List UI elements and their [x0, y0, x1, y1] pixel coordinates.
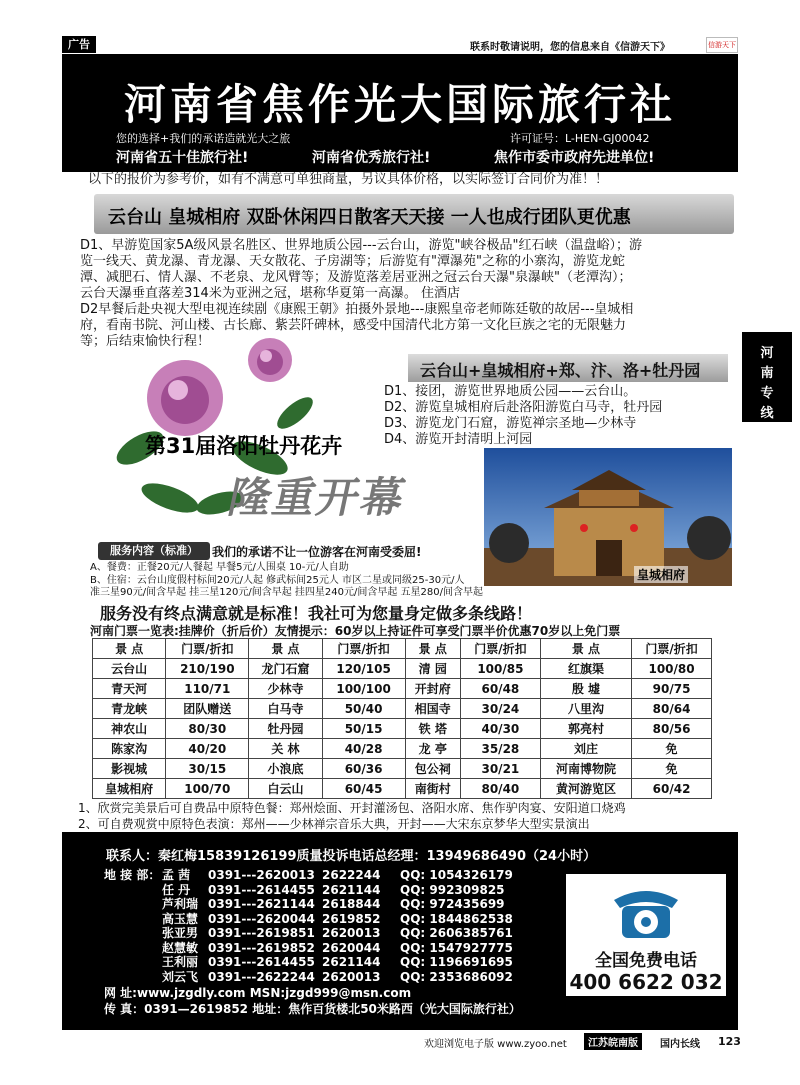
- page-title: 河南省焦作光大国际旅行社: [123, 80, 676, 129]
- table-cell: 神农山: [93, 719, 166, 739]
- table-header: 景 点: [405, 639, 460, 659]
- contact-tel2: 2620013: [322, 926, 381, 940]
- table-cell: 100/70: [166, 779, 249, 799]
- table-cell: 40/30: [460, 719, 540, 739]
- free-call-number: 400 6622 032: [569, 970, 723, 994]
- table-cell: 南街村: [405, 779, 460, 799]
- honor-1: 河南省五十佳旅行社!: [116, 150, 249, 166]
- itinerary2-line: D1、接团，游览世界地质公园——云台山。: [384, 384, 637, 399]
- table-cell: 50/15: [322, 719, 405, 739]
- contact-tel: 0391---2620044: [208, 912, 315, 926]
- slogan: 您的选择+我们的承诺造就光大之旅: [116, 132, 291, 145]
- dept-label: 地 接 部：: [104, 868, 161, 882]
- license-number: 许可证号：L-HEN-GJ00042: [510, 132, 650, 145]
- table-cell: 殷 墟: [540, 679, 631, 699]
- table-cell: 河南博物院: [540, 759, 631, 779]
- contact-tel2: 2621144: [322, 883, 381, 897]
- contact-name: 芦利瑞: [162, 897, 199, 911]
- fax-address-line: 传 真：0391—2619852 地址：焦作百货楼北50米路西（光大国际旅行社）: [104, 1002, 521, 1016]
- table-cell: 100/85: [460, 659, 540, 679]
- table-cell: 120/105: [322, 659, 405, 679]
- contact-qq: QQ: 2606385761: [400, 926, 513, 940]
- contact-person-line: 联系人：秦红梅15839126199质量投诉电话总经理：13949686490（24小时）: [106, 849, 597, 864]
- section-label: 国内长线: [660, 1039, 700, 1050]
- table-header: 门票/折扣: [632, 639, 712, 659]
- table-header: 门票/折扣: [460, 639, 540, 659]
- browse-link[interactable]: 欢迎浏览电子版 www.zyoo.net: [424, 1039, 567, 1050]
- source-note: 联系时敬请说明，您的信息来自《信游天下》: [470, 42, 670, 53]
- table-cell: 90/75: [632, 679, 712, 699]
- service-slogan: 服务没有终点满意就是标准！我社可为您量身定做多条线路！: [100, 604, 533, 623]
- itinerary-line: D2早餐后赴央视大型电视连续剧《康熙王朝》拍摄外景地---康熙皇帝老师陈廷敬的故居---皇城相: [80, 302, 634, 317]
- contact-qq: QQ: 972435699: [400, 897, 505, 911]
- contact-qq: QQ: 1196691695: [400, 955, 513, 969]
- itinerary-line: 潭、减肥石、情人瀑、不老泉、龙风臂等；及游览落差居亚洲之冠云台天瀑"泉瀑峡"（老潭沟）；: [80, 270, 632, 285]
- itinerary-line: 云台天瀑垂直落差314米为亚洲之冠，堪称华夏第一高瀑。 住酒店: [80, 286, 460, 301]
- table-cell: 少林寺: [249, 679, 322, 699]
- service-label: 服务内容（标准）: [98, 542, 210, 560]
- contact-tel: 0391---2614455: [208, 883, 315, 897]
- table-cell: 210/190: [166, 659, 249, 679]
- table-cell: 龙门石窟: [249, 659, 322, 679]
- table-row: [93, 759, 712, 779]
- table-header: 门票/折扣: [166, 639, 249, 659]
- table-cell: 30/15: [166, 759, 249, 779]
- price-notice: 以下的报价为参考价，如有不满意可单独商量，另议具体价格，以实际签订合同价为准！！: [88, 172, 609, 187]
- page-number: 123: [718, 1035, 741, 1048]
- table-cell: 小浪底: [249, 759, 322, 779]
- side-char: 南: [760, 366, 774, 381]
- table-cell: 80/56: [632, 719, 712, 739]
- side-tab-henan: [742, 332, 792, 422]
- table-cell: 100/100: [322, 679, 405, 699]
- contact-name: 高玉慧: [162, 912, 199, 926]
- contact-qq: QQ: 2353686092: [400, 970, 513, 984]
- table-cell: 龙 亭: [405, 739, 460, 759]
- contact-name: 王利丽: [162, 955, 199, 969]
- grand-opening-text: 隆重开幕: [224, 473, 411, 522]
- service-line: B、住宿：云台山度假村标间20元/人起 修武标间25元人 市区二星或同级25-30元/人: [90, 575, 465, 586]
- contact-tel2: 2622244: [322, 868, 381, 882]
- service-promise: 我们的承诺不让一位游客在河南受委屈!: [212, 545, 422, 559]
- table-cell: 相国寺: [405, 699, 460, 719]
- contact-tel2: 2618844: [322, 897, 381, 911]
- table-header: 景 点: [93, 639, 166, 659]
- table-header-row: [93, 639, 712, 659]
- photo-huangcheng: [484, 448, 732, 586]
- honor-2: 河南省优秀旅行社!: [312, 150, 431, 166]
- table-cell: 影视城: [93, 759, 166, 779]
- table-cell: 牡丹园: [249, 719, 322, 739]
- website-line: 网 址:www.jzgdly.com MSN:jzgd999@msn.com: [104, 986, 412, 1000]
- table-cell: 30/24: [460, 699, 540, 719]
- service-line: 准三星90元/间含早起 挂三星120元/间含早起 挂四星240元/间含早起 五星280/间含早起: [90, 587, 483, 598]
- table-cell: 免: [632, 759, 712, 779]
- contact-tel: 0391---2619852: [208, 941, 315, 955]
- contact-name: 赵慧敏: [162, 941, 199, 955]
- table-cell: 青龙峡: [93, 699, 166, 719]
- route-banner-1-text: 云台山 皇城相府 双卧休闲四日散客天天接 一人也成行团队更优惠: [108, 207, 631, 228]
- table-row: [93, 659, 712, 679]
- contact-tel: 0391---2614455: [208, 955, 315, 969]
- ticket-table-title: 河南门票一览表:挂牌价（折后价）友情提示：60岁以上持证件可享受门票半价优惠70岁以上免门票: [90, 624, 621, 638]
- free-call-label: 全国免费电话: [595, 951, 697, 971]
- table-cell: 开封府: [405, 679, 460, 699]
- table-cell: 八里沟: [540, 699, 631, 719]
- table-cell: 40/20: [166, 739, 249, 759]
- ad-tag: 广告: [62, 36, 96, 53]
- table-cell: 60/36: [322, 759, 405, 779]
- table-cell: 白云山: [249, 779, 322, 799]
- table-header: 景 点: [249, 639, 322, 659]
- table-cell: 黄河游览区: [540, 779, 631, 799]
- side-char: 专: [760, 386, 774, 401]
- contact-tel2: 2620013: [322, 970, 381, 984]
- side-char: 线: [760, 406, 774, 421]
- table-cell: 包公祠: [405, 759, 460, 779]
- contact-tel2: 2621144: [322, 955, 381, 969]
- table-cell: 云台山: [93, 659, 166, 679]
- itinerary2-line: D2、游览皇城相府后赴洛阳游览白马寺，牡丹园: [384, 400, 663, 415]
- honor-3: 焦作市委市政府先进单位!: [494, 150, 655, 166]
- contact-tel2: 2620044: [322, 941, 381, 955]
- contact-name: 任 丹: [162, 883, 191, 897]
- contact-tel: 0391---2620013: [208, 868, 315, 882]
- table-header: 景 点: [540, 639, 631, 659]
- itinerary2-line: D4、游览开封清明上河园: [384, 432, 533, 447]
- table-cell: 刘庄: [540, 739, 631, 759]
- table-cell: 35/28: [460, 739, 540, 759]
- table-cell: 红旗渠: [540, 659, 631, 679]
- table-row: [93, 679, 712, 699]
- building-photo: [484, 448, 732, 586]
- publisher-logo: 信游天下: [706, 37, 738, 53]
- table-row: [93, 719, 712, 739]
- free-call-box: [566, 874, 726, 996]
- festival-title: 第31届洛阳牡丹花卉: [145, 434, 343, 458]
- table-cell: 团队赠送: [166, 699, 249, 719]
- table-cell: 清 园: [405, 659, 460, 679]
- table-cell: 80/64: [632, 699, 712, 719]
- contact-qq: QQ: 992309825: [400, 883, 505, 897]
- table-row: [93, 739, 712, 759]
- table-cell: 郭亮村: [540, 719, 631, 739]
- table-cell: 皇城相府: [93, 779, 166, 799]
- table-header: 门票/折扣: [322, 639, 405, 659]
- itinerary-line: 览一线天、黄龙瀑、青龙瀑、天女散花、子房湖等；后游览有"潭瀑苑"之称的小寨沟，游览龙蛇: [80, 254, 625, 269]
- table-cell: 30/21: [460, 759, 540, 779]
- side-char: 河: [760, 346, 774, 361]
- table-cell: 80/40: [460, 779, 540, 799]
- table-cell: 80/30: [166, 719, 249, 739]
- contact-tel: 0391---2621144: [208, 897, 315, 911]
- ticket-table: [92, 638, 712, 799]
- table-cell: 110/71: [166, 679, 249, 699]
- contact-qq: QQ: 1054326179: [400, 868, 513, 882]
- table-row: [93, 779, 712, 799]
- contact-name: 张亚男: [162, 926, 199, 940]
- contact-qq: QQ: 1547927775: [400, 941, 513, 955]
- table-cell: 陈家沟: [93, 739, 166, 759]
- table-cell: 白马寺: [249, 699, 322, 719]
- table-cell: 100/80: [632, 659, 712, 679]
- table-cell: 40/28: [322, 739, 405, 759]
- telephone-icon: [606, 878, 686, 942]
- table-cell: 50/40: [322, 699, 405, 719]
- photo-caption: 皇城相府: [634, 566, 688, 583]
- itinerary-line: D1、早游览国家5A级风景名胜区、世界地质公园---云台山，游览"峡谷极品"红石峡（温盘峪）；游: [80, 238, 642, 253]
- table-cell: 铁 塔: [405, 719, 460, 739]
- note-line: 1、欣赏完美景后可自费品中原特色餐：郑州烩面、开封灌汤包、洛阳水席、焦作驴肉宴、安阳道口烧鸡: [78, 801, 626, 815]
- itinerary-line: 府，看南书院、河山楼、古长廊、紫芸阡碑林，感受中国清代北方第一文化巨族之宅的无限魅力: [80, 318, 627, 333]
- contact-tel: 0391---2622244: [208, 970, 315, 984]
- service-line: A、餐费：正餐20元/人餐起 早餐5元/人围桌 10-元/人自助: [90, 562, 349, 573]
- edition-badge: 江苏皖南版: [584, 1033, 642, 1050]
- contact-name: 刘云飞: [162, 970, 199, 984]
- table-cell: 青天河: [93, 679, 166, 699]
- table-cell: 关 林: [249, 739, 322, 759]
- contact-name: 孟 茜: [162, 868, 191, 882]
- contact-tel: 0391---2619851: [208, 926, 315, 940]
- itinerary2-line: D3、游览龙门石窟，游览禅宗圣地—少林寺: [384, 416, 637, 431]
- table-row: [93, 699, 712, 719]
- table-cell: 60/48: [460, 679, 540, 699]
- table-cell: 60/42: [632, 779, 712, 799]
- route-banner-2-text: 云台山+皇城相府+郑、汴、洛+牡丹园: [420, 361, 701, 380]
- table-cell: 免: [632, 739, 712, 759]
- contact-qq: QQ: 1844862538: [400, 912, 513, 926]
- note-line: 2、可自费观赏中原特色表演：郑州——少林禅宗音乐大典，开封——大宋东京梦华大型实景演出: [78, 817, 590, 831]
- itinerary-line: 等；后结束愉快行程！: [80, 334, 211, 349]
- table-cell: 60/45: [322, 779, 405, 799]
- contact-tel2: 2619852: [322, 912, 381, 926]
